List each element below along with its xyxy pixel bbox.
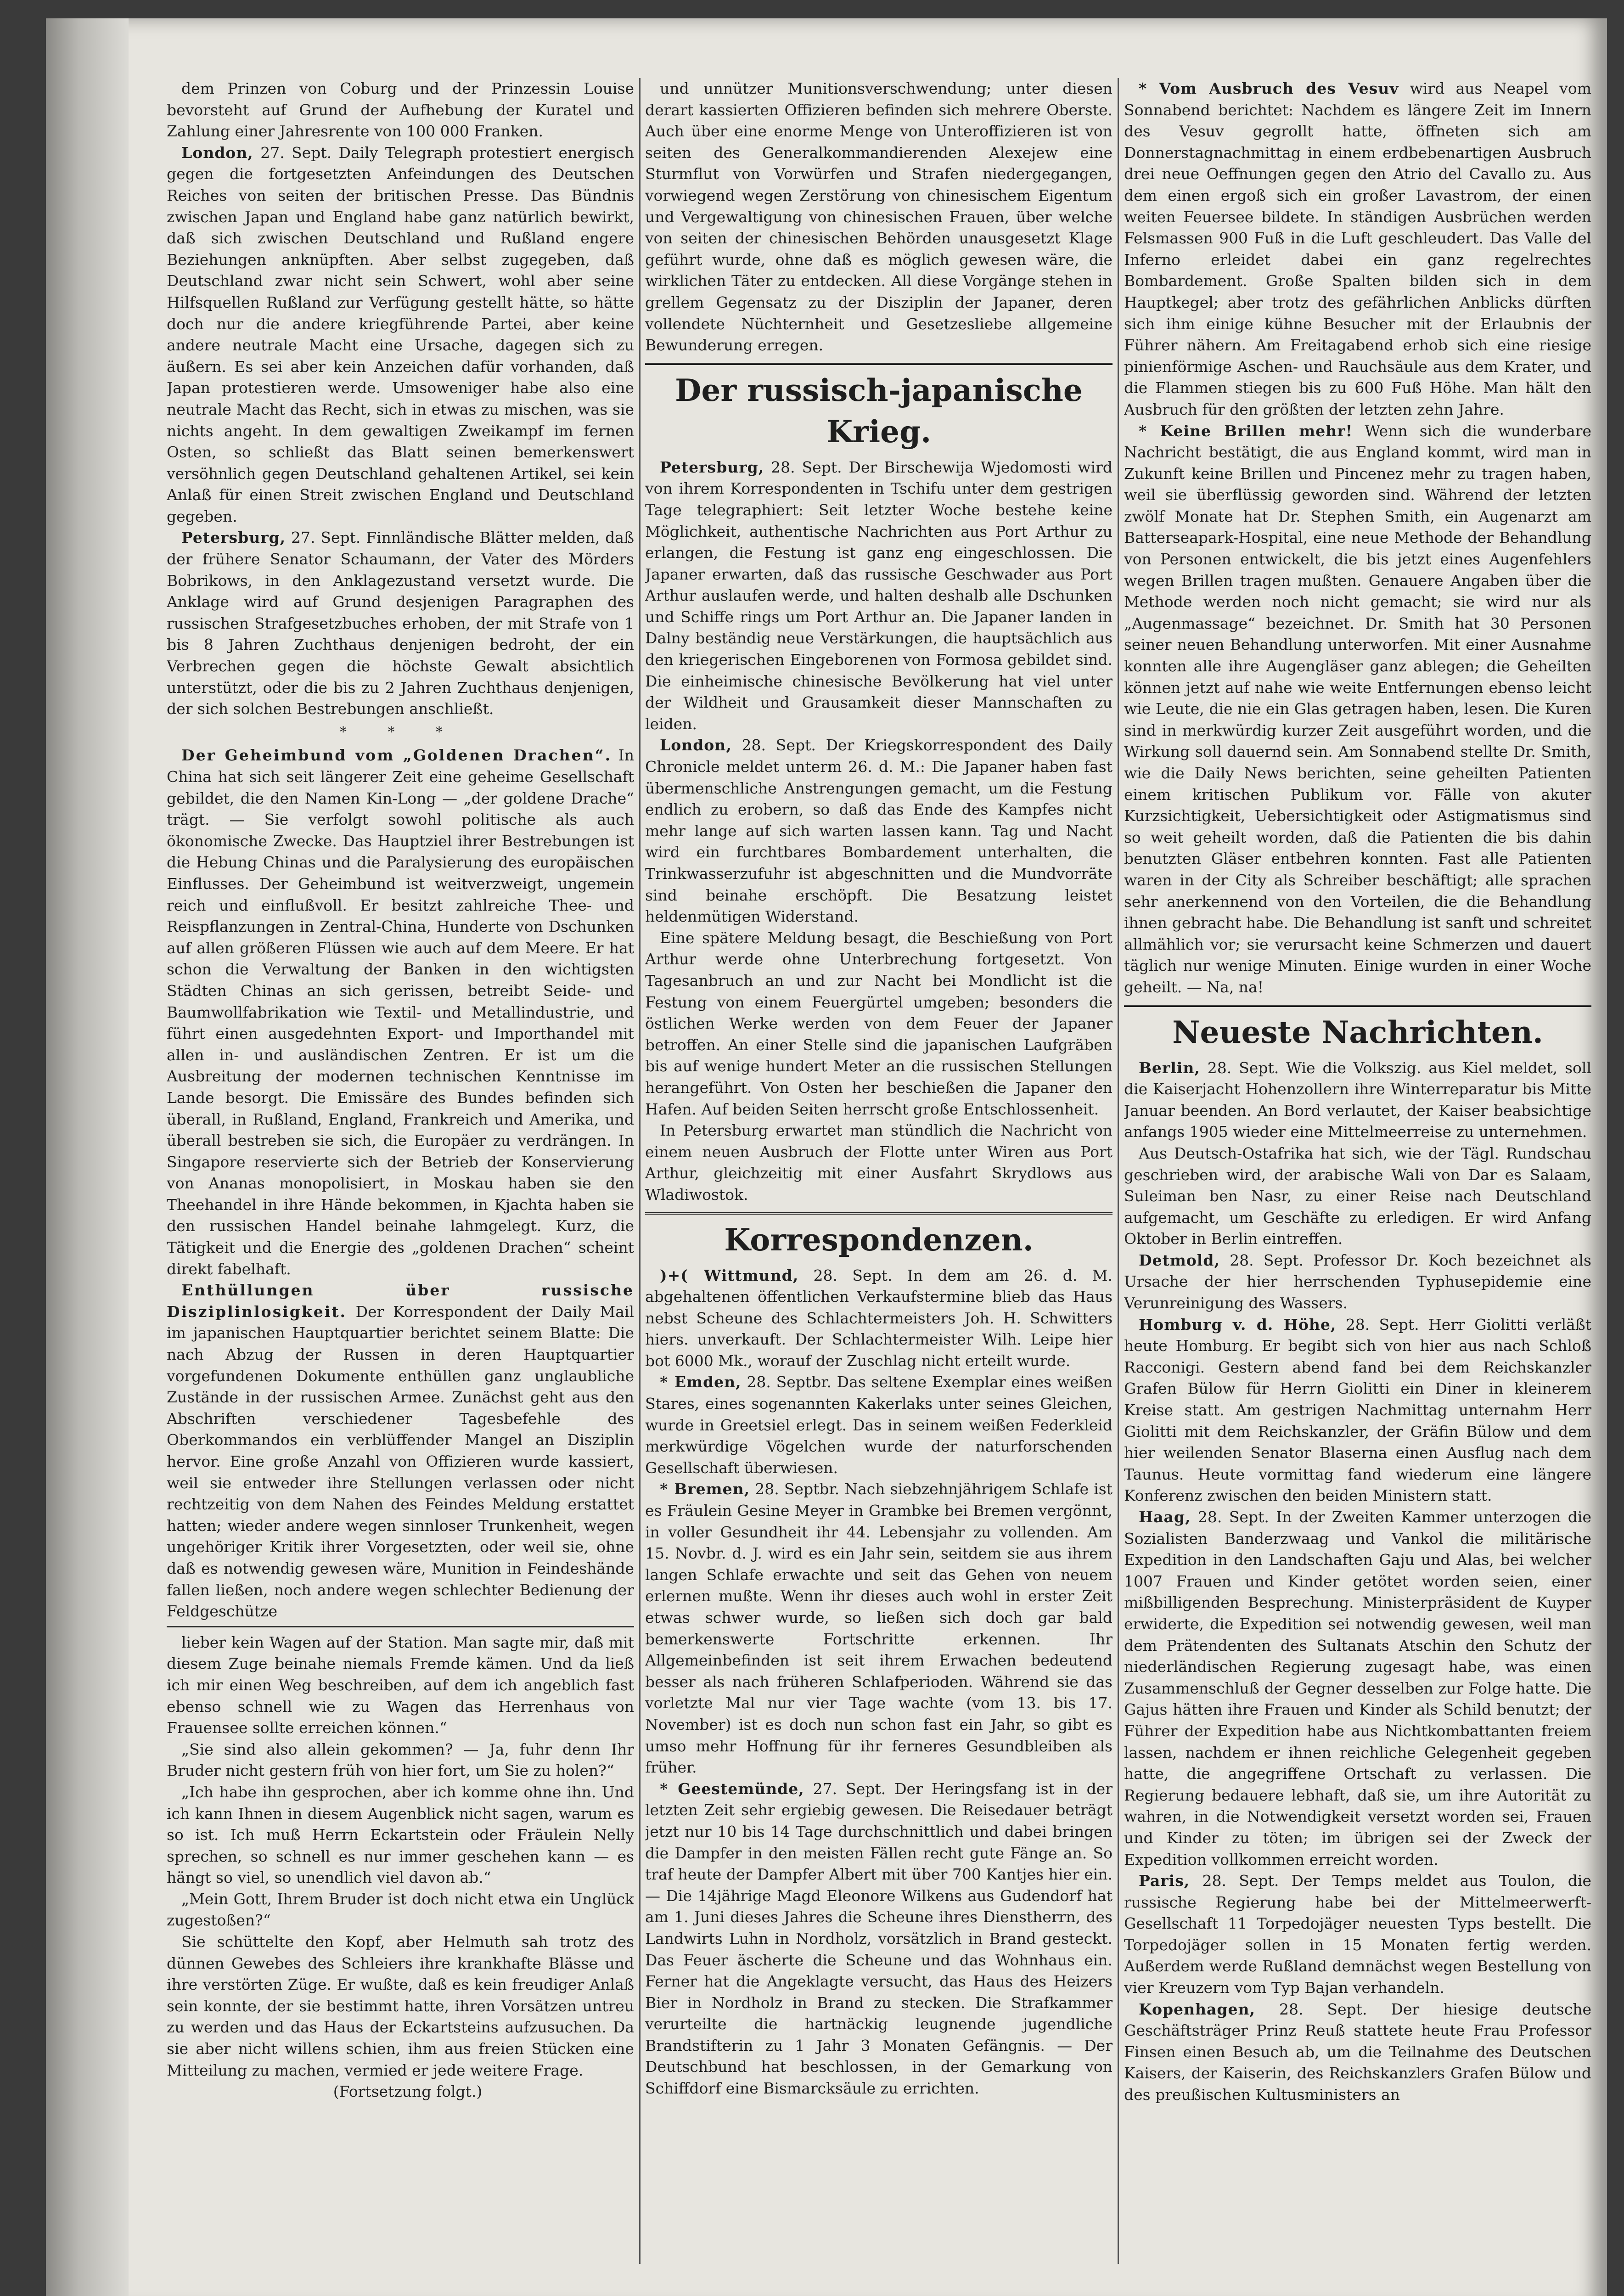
section-heading: Der russisch-japanische Krieg. [645, 363, 1113, 452]
dateline: Homburg v. d. Höhe, [1139, 1315, 1337, 1334]
dateline: )+( Wittmund, [660, 1266, 799, 1284]
article-body: Der Korrespondent der Daily Mail im japanischen Hauptquartier berichtet seinem Blatte: Die nach Abzug der Russen in deren Hauptquartier vorgefundenen Dokumente enthüllen ganz unglaubliche Zustände in der russischen Armee. Zunächst geht aus den Abschriften verschiedener Tagesbefehle des Oberkommandos ein verblüffender Mangel an Disziplin hervor. Eine große Anzahl von Offizieren wurde kassiert, weil sie entweder ihre Stellungen verlassen oder nicht rechtzeitig von dem Nahen des Feindes Meldung erstattet hatten; wieder andere wegen sinnloser Trunkenheit, wegen ungehöriger Kritik ihrer Vorgesetzten, oder weil sie, ohne daß es notwendig gewesen wäre, Munition in Feindeshände fallen ließen, noch andere wegen schlechter Bedienung der Feldgeschütze [167, 1302, 634, 1621]
dateline: Paris, [1139, 1872, 1190, 1890]
article-body: 28. Sept. Wie die Volkszig. aus Kiel meldet, soll die Kaiserjacht Hohenzollern ihre Winterreparatur bis Mitte Januar beenden. An Bord verlautet, der Kaiser beabsichtige anfangs 1905 wieder eine Mittelmeerreise zu unternehmen. [1124, 1058, 1591, 1141]
dateline: Petersburg, [660, 458, 764, 476]
article-body: In China hat sich seit längerer Zeit eine geheime Gesellschaft gebildet, die den Namen Kin-Long — „der goldene Drache“ trägt. — Sie verfolgt sowohl politische als auch ökonomische Zwecke. Das Hauptziel ihrer Bestrebungen ist die Hebung Chinas und die Paralysierung des europäischen Einflusses. Der Geheimbund ist weitverzweigt, ungemein reich und einflußvoll. Er besitzt zahlreiche Thee- und Reispflanzungen in Zentral-China, Hunderte von Dschunken auf allen größeren Flüssen wie auch auf dem Meere. Er hat schon die Verwaltung der Banken in den wichtigsten Städten Chinas an sich gerissen, betreibt Seide- und Baumwollfabrikation wie Textil- und Metallindustrie, und führt einen ausgedehnten Export- und Importhandel mit allen in- und ausländischen Zentren. Er ist um die Ausbreitung der modernen technischen Kenntnisse im Lande besorgt. Die Emissäre des Bundes befinden sich überall, in Rußland, England, Frankreich und Amerika, und überall bestreben sie sich, die Europäer zu verdrängen. In Singapore reservierte sich der Betrieb der Konservierung von Ananas monopolisiert, in Moskau haben sie den Theehandel in ihre Hände bekommen, in Kjachta haben sie den russischen Handel beinahe lahmgelegt. Kurz, die Tätigkeit und die Energie des „goldenen Drachen“ scheint direkt fabelhaft. [167, 746, 634, 1278]
article-text: Aus Deutsch-Ostafrika hat sich, wie der Tägl. Rundschau geschrieben wird, der arabische Wali von Dar es Salaam, Suleiman ben Nasr, zu einer Reise nach Deutschland aufgemacht, um Geschäfte zu erledigen. Er wird Anfang Oktober in Berlin eintreffen. [1124, 1144, 1591, 1248]
feuilleton-text: Sie schüttelte den Kopf, aber Helmuth sah trotz des dünnen Gewebes des Schleiers ihre krankhafte Blässe und ihre verstörten Züge. Er wußte, daß es kein freudiger Anlaß sein konnte, der sie bestimmt hatte, ihren Vorsätzen untreu zu werden und das Haus der Eckartsteins aufzusuchen. Da sie aber nicht willens schien, ihm aus freien Stücken eine Mitteilung zu machen, vermied er jede weitere Frage. [167, 1933, 634, 2079]
continuation-note: (Fortsetzung folgt.) [333, 2082, 483, 2101]
column-rule [1118, 78, 1119, 2264]
column-right [1124, 78, 1591, 2264]
article-body: 28. Sept. Professor Dr. Koch bezeichnet als Ursache der hier herrschenden Typhusepidemie eine Verunreinigung des Wassers. [1124, 1251, 1591, 1312]
article-body: 28. Sept. Der Birschewija Wjedomosti wird von ihrem Korrespondenten in Tschifu unter dem gestrigen Tage telegraphiert: Seit letzter Woche bestehe keine Möglichkeit, authentische Nachrichten aus Port Arthur zu erlangen, die Festung ist ganz eng eingeschlossen. Die Japaner erwarten, daß das russische Geschwader aus Port Arthur auslaufen werde, und halten deshalb alle Dschunken und Schiffe rings um Port Arthur an. Die Japaner landen in Dalny beständig neue Verstärkungen, die hauptsächlich aus den kriegerischen Eingeborenen von Formosa gebildet sind. Die einheimische chinesische Bevölkerung hat viel unter der Wildheit und Grausamkeit dieser Mannschaften zu leiden. [645, 458, 1113, 733]
article-body: 28. Sept. Der hiesige deutsche Geschäftsträger Prinz Reuß stattete heute Frau Professor Finsen einen Besuch ab, um die Teilnahme des Deutschen Kaisers, der Kaiserin, des Reichskanzlers Grafen Bülow und des preußischen Kultusministers an [1124, 2000, 1591, 2104]
article-text [645, 1372, 1113, 1479]
divider [167, 1626, 634, 1627]
column-left [167, 78, 634, 2264]
article-body: 28. Sept. Der Temps meldet aus Toulon, die russische Regierung habe bei der Mittelmeerwerft-Gesellschaft 11 Torpedojäger neuesten Typs bestellt. Die Torpedojäger sollen in 15 Monaten fertig werden. Außerdem werde Rußland demnächst wegen Bestellung von vier Kreuzern vom Typ Bajan verhandeln. [1124, 1872, 1591, 1997]
section-heading: Neueste Nachrichten. [1124, 1005, 1591, 1053]
feuilleton-text: „Sie sind also allein gekommen? — Ja, fuhr denn Ihr Bruder nicht gestern früh von hier fort, um Sie zu holen?“ [167, 1740, 634, 1780]
article-heading: Der Geheimbund vom „Goldenen Drachen“. [181, 746, 612, 765]
column-middle [645, 78, 1113, 2264]
article-body: 27. Sept. Der Heringsfang ist in der letzten Zeit sehr ergiebig gewesen. Die Reisedauer beträgt jetzt nur 10 bis 14 Tage durchschnittlich und dabei bringen die Dampfer in den meisten Fällen recht gute Fänge an. So traf heute der Dampfer Albert mit über 700 Kantjes hier ein. — Die 14jährige Magd Eleonore Wilkens aus Gudendorf hat am 1. Juni dieses Jahres die Scheune ihres Dienstherrn, des Landwirts Luhn in Nordholz, vorsätzlich in Brand gesteckt. Das Feuer äscherte die Scheune und das Wohnhaus ein. Ferner hat die Angeklagte versucht, das Haus des Heizers Bier in Nordholz in Brand zu stecken. Die Strafkammer verurteilte die hartnäckig leugnende jugendliche Brandstifterin zu 1 Jahr 3 Monaten Gefängnis. — Der Deutschbund hat beschlossen, in der Gemarkung von Schiffdorf eine Bismarcksäule zu errichten. [645, 1779, 1113, 2098]
article-text [1124, 1870, 1591, 1999]
article-body: Wenn sich die wunderbare Nachricht bestätigt, die aus England kommt, wird man in Zukunft keine Brillen und Pincenez mehr zu tragen haben, weil sie überflüssig geworden sind. Während der letzten zwölf Monate hat Dr. Stephen Smith, ein Augenarzt am Batterseapark-Hospital, eine neue Methode der Behandlung von Personen entwickelt, die bis jetzt eines Augenfehlers wegen Brillen tragen mußten. Genauere Angaben über die Methode werden noch nicht gemacht; sie wird nur als „Augenmassage“ bezeichnet. Dr. Smith hat 30 Personen seiner neuen Behandlung unterworfen. Mit einer Ausnahme konnten alle ihre Augengläser ganz ablegen; die Geheilten können jetzt auf nahe wie weite Entfernungen ebenso leicht wie Leute, die nie ein Glas getragen haben, lesen. Die Kuren sind in merkwürdig kurzer Zeit ausgeführt worden, und die Wirkung soll dauernd sein. Am Sonnabend stellte Dr. Smith, wie die Daily News berichten, seine geheilten Patienten einem kritischen Publikum vor. Fälle von akuter Kurzsichtigkeit, Uebersichtigkeit oder Astigmatismus sind so weit geheilt worden, daß die Patienten die bis dahin benutzten Gläser entbehren konnten. Fast alle Patienten waren in der City als Schreiber beschäftigt; alle sprachen sehr anerkennend von den Vorteilen, die die Behandlung ihnen gebracht habe. Die Behandlung ist sanft und schreitet allmählich vor; sie verursacht keine Schmerzen und dauert täglich nur wenige Minuten. Einige wurden in einer Woche geheilt. — Na, na! [1124, 422, 1591, 996]
article-body: 28. Sept. Der Kriegskorrespondent des Daily Chronicle meldet unterm 26. d. M.: Die Japaner haben fast übermenschliche Anstrengungen gemacht, um die Festung endlich zu erobern, so daß das Ende des Kampfes nicht mehr lange auf sich warten lassen kann. Tag und Nacht wird ein furchtbares Bombardement unterhalten, die Trinkwasserzufuhr ist abgeschnitten und die Mundvorräte sind beinahe erschöpft. Die Besatzung leistet heldenmütigen Widerstand. [645, 736, 1113, 926]
dateline: * Geestemünde, [660, 1779, 804, 1798]
article-body: 28. Sept. In dem am 26. d. M. abgehaltenen öffentlichen Verkaufstermine blieb das Haus nebst Scheune des Schlachtermeisters Joh. H. Schwitters hiers. unverkauft. Der Schlachtermeister Wilh. Leipe hier bot 6000 Mk., worauf der Zuschlag nicht erteilt wurde. [645, 1266, 1113, 1370]
dateline: Detmold, [1139, 1251, 1220, 1269]
article-body: 28. Septbr. Das seltene Exemplar eines weißen Stares, eines sogenannten Kakerlaks unter seines Gleichen, wurde in Greetsiel erlegt. Das in seinem weißen Federkleid merkwürdige Vögelchen wurde der naturforschenden Gesellschaft überwiesen. [645, 1373, 1113, 1477]
dateline: Petersburg, [181, 529, 286, 547]
article-text [167, 142, 634, 528]
article-text [167, 527, 634, 720]
dateline: Berlin, [1139, 1058, 1200, 1077]
dateline: Kopenhagen, [1139, 2000, 1255, 2018]
article-text [1124, 1999, 1591, 2106]
page-binding-edge [46, 18, 129, 2296]
dateline: London, [181, 143, 253, 162]
article-text [1124, 78, 1591, 421]
article-body: 28. Sept. In der Zweiten Kammer unterzogen die Sozialisten Banderzwaag und Vankol die militärische Expedition in den Landschaften Gaju und Alas, bei welcher 1007 Frauen und Kinder getötet worden seien, einer mißbilligenden Besprechung. Ministerpräsident de Kuyper erwiderte, die Expedition sei notwendig gewesen, weil man dem Prätendenten des Sultanats Atschin den Schutz der niederländischen Regierung zugesagt habe, was einen Zusammenschluß der Gegner desselben zur Folge hatte. Die Gajus hätten ihre Frauen und Kinder als Schild benutzt; der Führer der Expedition habe aus Nichtkombattanten freiem lassen, nachdem er ihnen reichliche Gelegenheit gegeben hatte, die angegriffene Ortschaft zu verlassen. Die Regierung bedauere lebhaft, daß sie, um ihre Autorität zu wahren, in die Notwendigkeit versetzt worden sei, Frauen und Kinder zu töten; im übrigen sei der Zweck der Expedition vollkommen erreicht worden. [1124, 1508, 1591, 1868]
section-heading: Korrespondenzen. [645, 1212, 1113, 1261]
article-text [645, 1265, 1113, 1372]
article-text [1124, 1507, 1591, 1870]
article-body: 28. Sept. Herr Giolitti verläßt heute Homburg. Er begibt sich von hier aus nach Schloß Racconigi. Gestern abend fand bei dem Reichskanzler Grafen Bülow für Herrn Giolitti ein Diner in kleinerem Kreise statt. Am gestrigen Nachmittag unternahm Herr Giolitti mit dem Reichskanzler, der Gräfin Bülow und dem hier weilenden Senator Blaserna einen Ausflug nach dem Taunus. Heute vormittag fand wiederum eine längere Konferenz zwischen den beiden Ministern statt. [1124, 1315, 1591, 1505]
article-text: und unnützer Munitionsverschwendung; unter diesen derart kassierten Offizieren befinden sich mehrere Oberste. Auch über eine enorme Menge von Unteroffizieren ist von seiten des Generalkommandierenden Alexejew eine Sturmflut von Vorwürfen und Strafen niedergegangen, vorwiegend wegen Zerstörung von chinesischem Eigentum und Vergewaltigung von chinesischen Frauen, über welche von seiten der chinesischen Behörden unausgesetzt Klage geführt wurde, ohne daß es möglich gewesen wäre, die wirklichen Täter zu entdecken. All diese Vorgänge stehen in grellem Gegensatz zu der Disziplin der Japaner, deren vollendete Nüchternheit und Gesetzesliebe allgemeine Bewunderung erregen. [645, 79, 1113, 355]
article-text: Eine spätere Meldung besagt, die Beschießung von Port Arthur werde ohne Unterbrechung fortgesetzt. Von Tagesanbruch an und zur Nacht bei Mondlicht ist die Festung von einem Feuergürtel umgeben; besonders die östlichen Werke werden von dem Feuer der Japaner betroffen. An einer Stelle sind die japanischen Laufgräben bis auf wenige hundert Meter an die russischen Stellungen herangeführt. Von Osten her beschießen die Japaner den Hafen. Auf beiden Seiten herrscht große Entschlossenheit. [645, 929, 1113, 1118]
article-heading: * Keine Brillen mehr! [1139, 422, 1353, 440]
feuilleton-text: lieber kein Wagen auf der Station. Man sagte mir, daß mit diesem Zuge beinahe niemals Fremde kämen. Und da ließ ich mir einen Weg beschreiben, auf dem ich angeblich fast ebenso schnell wie zu Wagen das Herrenhaus von Frauensee sollte erreichen können.“ [167, 1633, 634, 1737]
feuilleton-text: „Ich habe ihn gesprochen, aber ich komme ohne ihn. Und ich kann Ihnen in diesem Augenblick nicht sagen, warum es so ist. Ich muß Herrn Eckartstein oder Fräulein Nelly sprechen, so schnell es nur immer geschehen kann — es hängt so viel, so unendlich viel davon ab.“ [167, 1783, 634, 1887]
article-body: 28. Septbr. Nach siebzehnjährigem Schlafe ist es Fräulein Gesine Meyer in Grambke bei Bremen vergönnt, in voller Gesundheit ihr 44. Lebensjahr zu vollenden. Am 15. Novbr. d. J. wird es ein Jahr sein, seitdem sie aus ihrem langen Schlafe erwachte und seit das Gehen von neuem erlernen mußte. Wenn ihr dieses auch wohl in erster Zeit etwas schwer wurde, so ließen sich doch gar bald bemerkenswerte Fortschritte erkennen. Ihr Allgemeinbefinden ist seit ihrem Erwachen bedeutend besser als nach früheren Schlafperioden. Während sie das vorletzte Mal nur vier Tage wachte (vom 13. bis 17. November) ist es doch nun schon fast ein Jahr, so gibt es umso mehr Hoffnung für ihr ferneres Gesundbleiben als früher. [645, 1480, 1113, 1777]
article-text [1124, 1250, 1591, 1314]
article-text [1124, 1314, 1591, 1507]
article-text [167, 1280, 634, 1622]
article-body: 27. Sept. Daily Telegraph protestiert energisch gegen die fortgesetzten Anfeindungen des Deutschen Reiches von seiten der britischen Presse. Das Bündnis zwischen Japan und England habe ganz natürlich bewirkt, daß sich zwischen Deutschland und Rußland engere Beziehungen anknüpften. Aber selbst zugegeben, daß Deutschland zwar nicht sein Schwert, wohl aber seine Hilfsquellen Rußland zur Verfügung gestellt hätte, so hätte doch nur die andere kriegführende Partei, aber keine andere neutrale Macht eine Ursache, dagegen sich zu äußern. Es sei aber kein Anzeichen dafür vorhanden, daß Japan protestieren werde. Umsoweniger habe also eine neutrale Macht das Recht, sich in etwas zu mischen, was sie nichts angeht. In dem gewaltigen Zweikampf im fernen Osten, so schließt das Blatt seinen bemerkenswert versöhnlich gegen Deutschland gehaltenen Artikel, sei kein Anlaß für einen Streit zwischen England und Deutschland gegeben. [167, 143, 634, 525]
dateline: London, [660, 736, 732, 754]
article-text [645, 735, 1113, 927]
dateline: Haag, [1139, 1508, 1191, 1526]
article-text [1124, 1058, 1591, 1143]
column-rule [639, 78, 641, 2264]
article-text [645, 1778, 1113, 2099]
dateline: * Bremen, [660, 1480, 750, 1498]
dateline: * Emden, [660, 1373, 742, 1391]
article-text [1124, 421, 1591, 998]
article-body: wird aus Neapel vom Sonnabend berichtet: Nachdem es längere Zeit im Innern des Vesuv gegrollt hatte, öffneten sich am Donnerstagnachmittag in einem erdbebenartigen Ausbruch drei neue Oeffnungen gegen den Atrio del Cavallo zu. Aus dem einen ergoß sich ein großer Lavastrom, der einen weiten Feuersee bildete. In ständigen Ausbrüchen werden Felsmassen 900 Fuß in die Luft geschleudert. Das Valle del Inferno erleidet dabei ein ganz regelrechtes Bombardement. Große Spalten bilden sich in dem Hauptkegel; aber trotz des gefährlichen Anblicks dürften sich ihm einige kühne Besucher mit der Erlaubnis der Führer nähern. Am Freitagabend erhob sich eine riesige pinienförmige Aschen- und Rauchsäule aus dem Krater, und die Flammen stiegen bis zu 600 Fuß Höhe. Man hält den Ausbruch für den größten der letzten zehn Jahre. [1124, 79, 1591, 418]
article-text [645, 457, 1113, 735]
article-text [167, 745, 634, 1280]
article-text: dem Prinzen von Coburg und der Prinzessin Louise bevorsteht auf Grund der Aufhebung der Kuratel und Zahlung einer Jahresrente von 100 000 Franken. [167, 79, 634, 141]
section-separator: * * * [339, 724, 461, 740]
article-body: 27. Sept. Finnländische Blätter melden, daß der frühere Senator Schaumann, der Vater des Mörders Bobrikows, in den Anklagezustand versetzt wurde. Die Anklage wird auf Grund desjenigen Paragraphen des russischen Strafgesetzbuches erhoben, der mit Strafe von 1 bis 8 Jahren Zuchthaus denjenigen bedroht, der ein Verbrechen gegen die höchste Gewalt absichtlich unterstützt, oder die bis zu 2 Jahren Zuchthaus denjenigen, der sich solchen Bestrebungen anschließt. [167, 529, 634, 718]
article-heading: Enthüllungen über russische Disziplinlosigkeit. [167, 1281, 634, 1321]
article-text [645, 1479, 1113, 1778]
article-text: In Petersburg erwartet man stündlich die Nachricht von einem neuen Ausbruch der Flotte unter Wiren aus Port Arthur, gleichzeitig mit einer Ausfahrt Skrydlows aus Wladiwostok. [645, 1121, 1113, 1204]
feuilleton-text: „Mein Gott, Ihrem Bruder ist doch nicht etwa ein Unglück zugestoßen?“ [167, 1890, 634, 1930]
article-heading: * Vom Ausbruch des Vesuv [1139, 79, 1399, 97]
